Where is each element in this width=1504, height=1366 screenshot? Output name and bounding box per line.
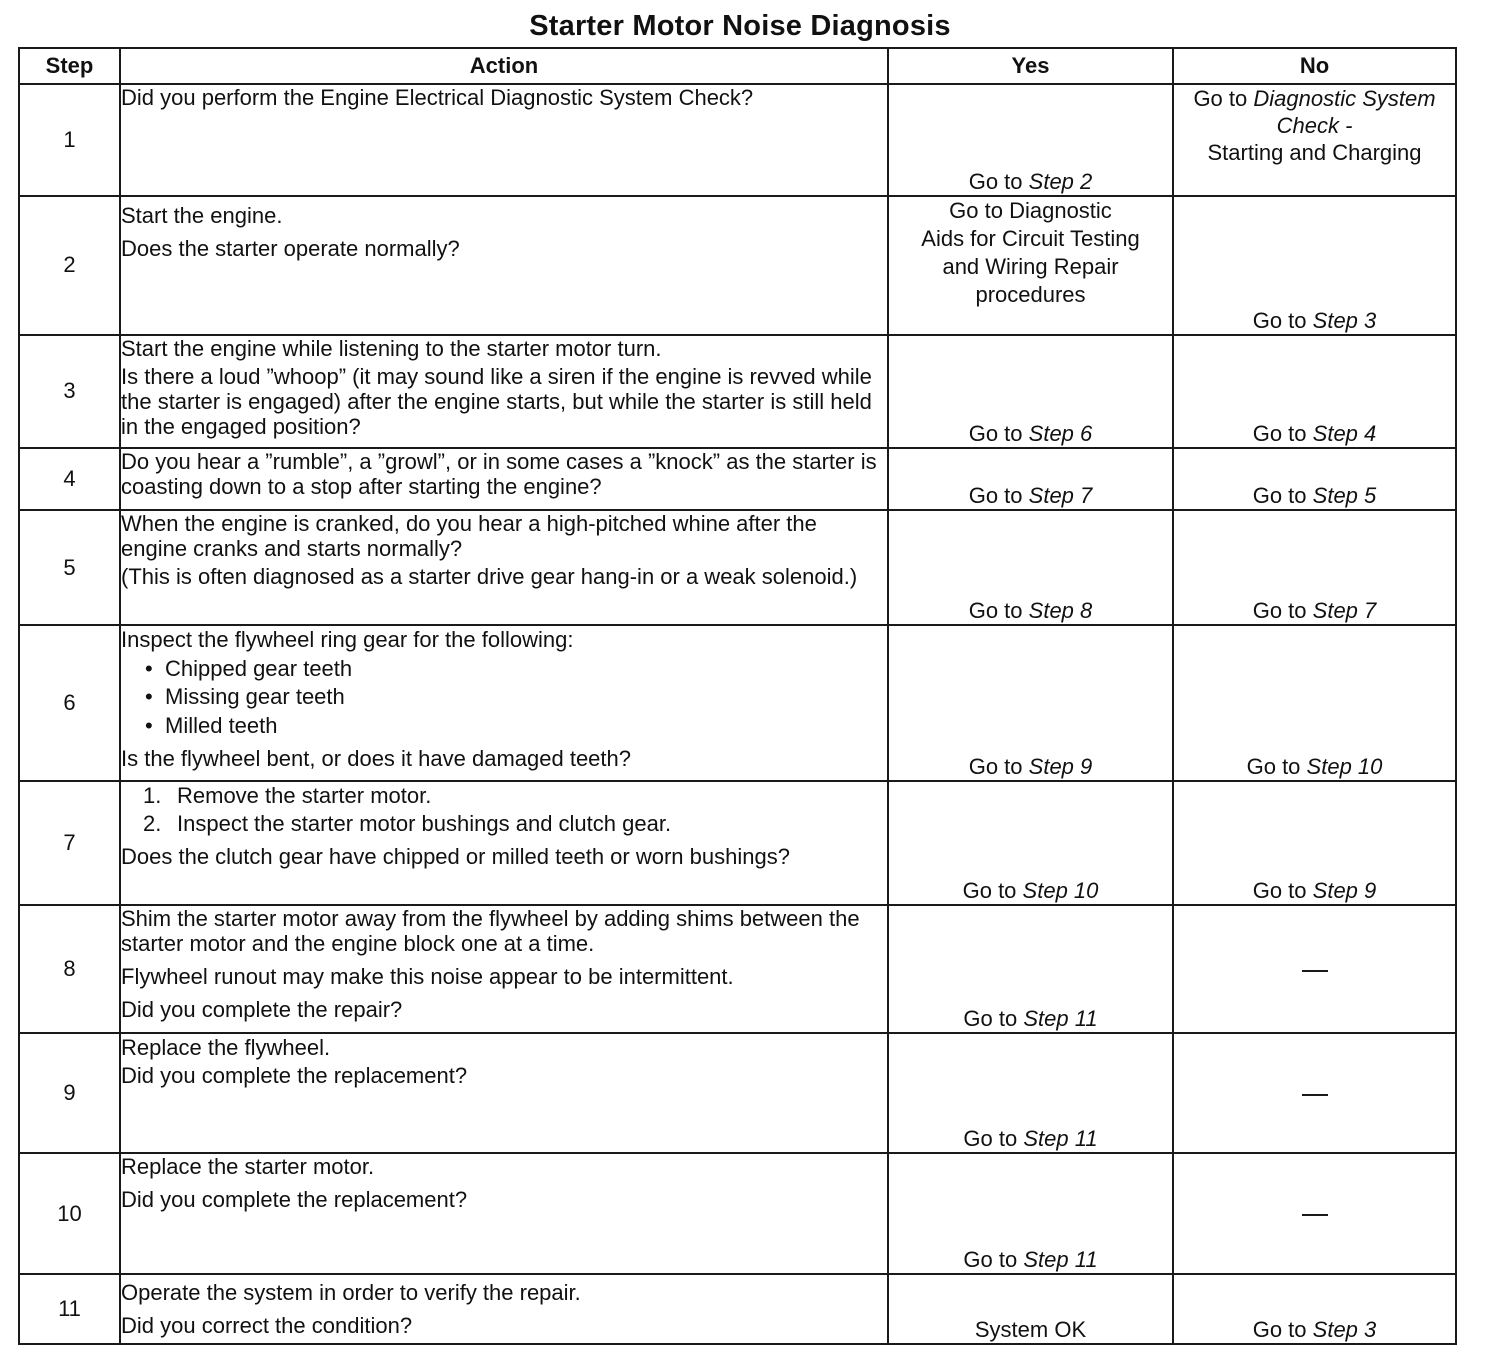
action-text: Replace the starter motor. xyxy=(121,1154,375,1180)
no-cell xyxy=(1173,1153,1456,1273)
list-item: • Missing gear teeth xyxy=(121,683,887,712)
action-question: Is there a loud ”whoop” (it may sound like a siren if the engine is revved while the starter is engaged) after the engine starts, but while the starter is still held in the engaged position? xyxy=(121,363,872,439)
list-item: • Chipped gear teeth xyxy=(121,655,887,684)
step-number: 6 xyxy=(19,625,120,780)
procedure-reference: Diagnostic System Check - xyxy=(1253,86,1436,138)
step-number: 3 xyxy=(19,335,120,448)
go-to-prefix: Go to xyxy=(963,1006,1018,1032)
go-to-prefix: Go to xyxy=(1193,86,1248,111)
step-number: 11 xyxy=(19,1274,120,1344)
step-reference: Step 9 xyxy=(1028,753,1093,779)
action-cell xyxy=(120,448,888,510)
document-title: Starter Motor Noise Diagnosis xyxy=(529,10,951,42)
step-reference: Step 6 xyxy=(1028,420,1093,446)
step-reference: Step 7 xyxy=(1028,483,1093,508)
yes-cell xyxy=(888,1274,1173,1344)
yes-cell xyxy=(888,625,1173,780)
step-number: 4 xyxy=(19,448,120,510)
table-row xyxy=(19,448,1456,510)
action-cell xyxy=(120,781,888,905)
go-to-prefix: Go to xyxy=(968,169,1023,195)
step-number: 8 xyxy=(19,905,120,1033)
table-row xyxy=(19,335,1456,448)
action-question: Does the starter operate normally? xyxy=(121,236,460,262)
table-row xyxy=(19,905,1456,1033)
item-number: 1. xyxy=(143,782,162,808)
step-number: 10 xyxy=(19,1153,120,1273)
table-row xyxy=(19,625,1456,780)
no-cell xyxy=(1173,448,1456,510)
step-number: 5 xyxy=(19,510,120,625)
table-row xyxy=(19,1153,1456,1273)
step-reference: Step 3 xyxy=(1312,1317,1377,1342)
action-text: Start the engine while listening to the starter motor turn. xyxy=(121,335,662,361)
action-cell xyxy=(120,510,888,625)
go-to-prefix: Go to xyxy=(1252,598,1307,624)
yes-cell xyxy=(888,84,1173,196)
no-cell xyxy=(1173,196,1456,334)
action-cell xyxy=(120,905,888,1033)
item-text: Inspect the starter motor bushings and clutch gear. xyxy=(177,810,672,836)
table-row xyxy=(19,781,1456,905)
step-reference: Step 5 xyxy=(1312,483,1377,508)
go-to-prefix: Go to xyxy=(1252,1317,1307,1342)
step-number: 9 xyxy=(19,1033,120,1153)
go-to-prefix: Go to xyxy=(1252,307,1307,333)
step-reference: Step 11 xyxy=(1023,1246,1098,1272)
no-cell xyxy=(1173,510,1456,625)
action-cell xyxy=(120,335,888,448)
action-cell xyxy=(120,625,888,780)
yes-cell xyxy=(888,510,1173,625)
go-to-prefix: Go to xyxy=(962,877,1017,903)
action-question: Did you complete the replacement? xyxy=(121,1063,468,1089)
yes-text: Go to Diagnostic xyxy=(949,198,1112,224)
step-reference: Step 4 xyxy=(1312,420,1377,446)
yes-cell xyxy=(888,1153,1173,1273)
no-cell xyxy=(1173,335,1456,448)
action-text: Do you hear a ”rumble”, a ”growl”, or in some cases a ”knock” as the starter is coasting down to a stop after starting the engine? xyxy=(121,448,877,499)
step-reference: Step 8 xyxy=(1028,598,1093,624)
step-number: 7 xyxy=(19,781,120,905)
header-action: Action xyxy=(120,48,888,84)
action-text: When the engine is cranked, do you hear a high-pitched whine after the engine cranks and starts normally? xyxy=(121,511,817,561)
action-question: Did you correct the condition? xyxy=(121,1312,413,1338)
yes-cell xyxy=(888,448,1173,510)
numbered-item xyxy=(121,810,887,838)
no-cell xyxy=(1173,781,1456,905)
item-number: 2. xyxy=(143,810,162,836)
no-cell xyxy=(1173,1033,1456,1153)
action-text: Shim the starter motor away from the flywheel by adding shims between the starter motor and the engine block one at a time. xyxy=(121,905,860,956)
table-row xyxy=(19,196,1456,334)
action-cell xyxy=(120,1274,888,1344)
go-to-prefix: Go to xyxy=(1252,877,1307,903)
yes-text: System OK xyxy=(974,1317,1087,1342)
yes-text: and Wiring Repair xyxy=(942,254,1119,280)
table-row xyxy=(19,510,1456,625)
yes-cell xyxy=(888,781,1173,905)
step-reference: Step 9 xyxy=(1312,877,1377,903)
procedure-suffix: Starting and Charging xyxy=(1207,140,1422,165)
table-row xyxy=(19,1033,1456,1153)
step-reference: Step 11 xyxy=(1023,1006,1098,1032)
action-cell xyxy=(120,1033,888,1153)
list-item: • Milled teeth xyxy=(121,712,887,741)
no-cell xyxy=(1173,625,1456,780)
go-to-prefix: Go to xyxy=(968,598,1023,624)
action-note: Flywheel runout may make this noise appear to be intermittent. xyxy=(121,963,734,989)
not-applicable-dash xyxy=(1302,1094,1328,1096)
action-note: (This is often diagnosed as a starter drive gear hang-in or a weak solenoid.) xyxy=(121,564,858,589)
go-to-prefix: Go to xyxy=(963,1246,1018,1272)
action-text: Operate the system in order to verify the repair. xyxy=(121,1279,581,1305)
diagnosis-table xyxy=(18,47,1457,1345)
go-to-prefix: Go to xyxy=(968,420,1023,446)
go-to-prefix: Go to xyxy=(1246,753,1301,779)
action-text: Replace the flywheel. xyxy=(121,1035,331,1061)
not-applicable-dash xyxy=(1302,970,1328,972)
step-reference: Step 11 xyxy=(1023,1126,1098,1152)
step-number: 2 xyxy=(19,196,120,334)
step-reference: Step 10 xyxy=(1022,877,1099,903)
no-cell xyxy=(1173,905,1456,1033)
go-to-prefix: Go to xyxy=(968,483,1023,508)
action-text: Start the engine. xyxy=(121,203,283,229)
action-text: Did you perform the Engine Electrical Diagnostic System Check? xyxy=(121,85,754,110)
go-to-prefix: Go to xyxy=(963,1126,1018,1152)
go-to-prefix: Go to xyxy=(1252,483,1307,508)
header-yes: Yes xyxy=(888,48,1173,84)
action-cell xyxy=(120,1153,888,1273)
numbered-item xyxy=(121,782,887,810)
header-no: No xyxy=(1173,48,1456,84)
yes-text: Aids for Circuit Testing xyxy=(921,226,1140,252)
table-row xyxy=(19,84,1456,196)
action-cell xyxy=(120,196,888,334)
not-applicable-dash xyxy=(1302,1214,1328,1216)
yes-cell xyxy=(888,1033,1173,1153)
header-row xyxy=(19,48,1456,84)
action-question: Does the clutch gear have chipped or milled teeth or worn bushings? xyxy=(121,843,790,869)
step-reference: Step 10 xyxy=(1306,753,1383,779)
item-text: Remove the starter motor. xyxy=(177,782,432,808)
no-cell xyxy=(1173,1274,1456,1344)
yes-cell xyxy=(888,905,1173,1033)
table-row xyxy=(19,1274,1456,1344)
action-text: Inspect the flywheel ring gear for the following: xyxy=(121,627,574,653)
yes-cell xyxy=(888,335,1173,448)
yes-cell xyxy=(888,196,1173,334)
yes-text: procedures xyxy=(975,282,1086,308)
no-cell xyxy=(1173,84,1456,196)
step-reference: Step 7 xyxy=(1312,598,1377,624)
step-number: 1 xyxy=(19,84,120,196)
step-reference: Step 3 xyxy=(1312,307,1377,333)
action-cell xyxy=(120,84,888,196)
action-question: Did you complete the replacement? xyxy=(121,1187,468,1213)
header-step: Step xyxy=(19,48,120,84)
go-to-prefix: Go to xyxy=(1252,420,1307,446)
step-reference: Step 2 xyxy=(1028,169,1093,195)
action-question: Is the flywheel bent, or does it have damaged teeth? xyxy=(121,746,631,772)
action-question: Did you complete the repair? xyxy=(121,996,403,1022)
go-to-prefix: Go to xyxy=(968,753,1023,779)
